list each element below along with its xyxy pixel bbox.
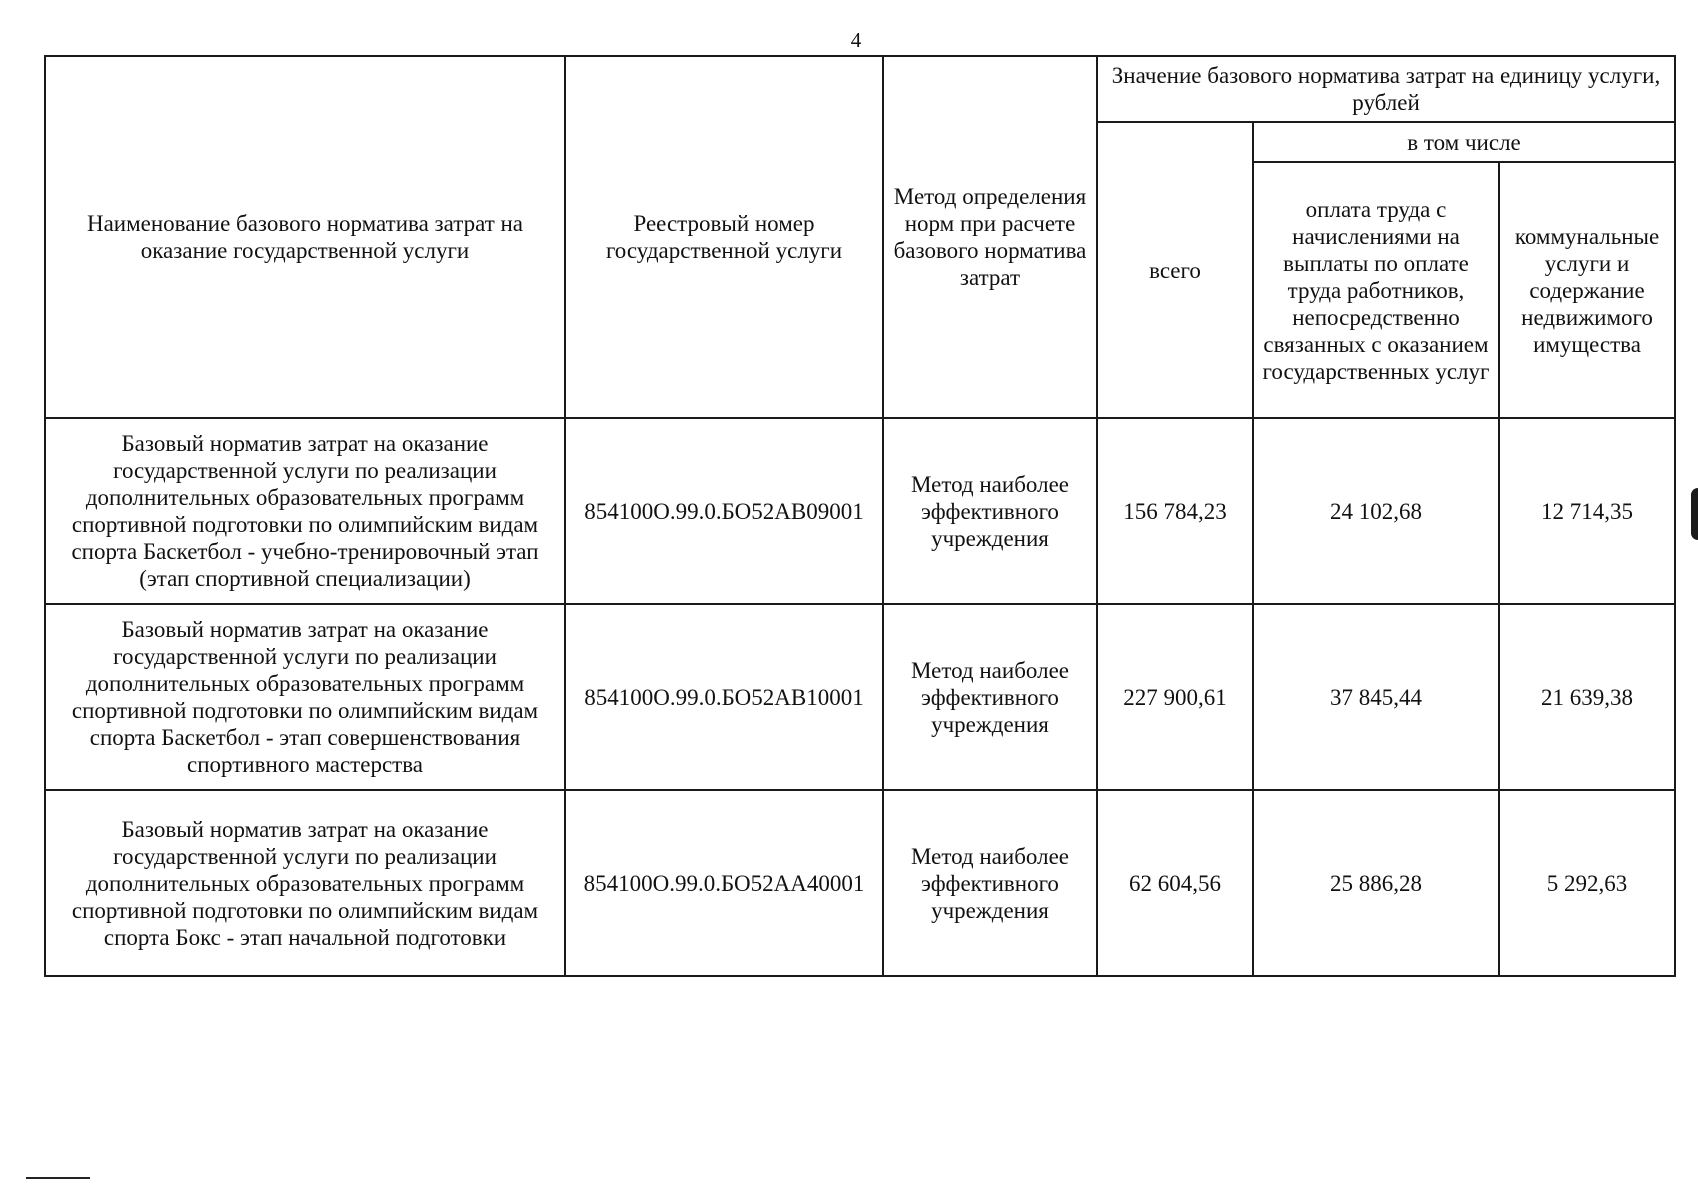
row-name: Базовый норматив затрат на оказание государственной услуги по реализации дополнительных образовательных программ спортивной подготовки по олимпийским видам спорта Баскетбол - этап совершенствования спортивного мастерства [45,604,565,790]
header-registry-number: Реестровый номер государственной услуги [565,56,883,418]
header-labor: оплата труда с начислениями на выплаты по оплате труда работников, непосредственно связанных с оказанием государственных услуг [1253,162,1499,418]
row-method: Метод наиболее эффективного учреждения [883,604,1097,790]
row-labor: 24 102,68 [1253,418,1499,604]
row-registry-number: 854100О.99.0.БО52АВ09001 [565,418,883,604]
row-method: Метод наиболее эффективного учреждения [883,790,1097,976]
row-total: 156 784,23 [1097,418,1253,604]
cost-norms-table [44,55,1676,977]
row-labor: 25 886,28 [1253,790,1499,976]
header-name: Наименование базового норматива затрат на оказание государственной услуги [45,56,565,418]
row-name: Базовый норматив затрат на оказание государственной услуги по реализации дополнительных образовательных программ спортивной подготовки по олимпийским видам спорта Баскетбол - учебно-тренировочный этап (этап спортивной специализации) [45,418,565,604]
header-method: Метод определения норм при расчете базового норматива затрат [883,56,1097,418]
row-utilities: 21 639,38 [1499,604,1675,790]
header-including: в том числе [1253,122,1675,162]
row-registry-number: 854100О.99.0.БО52АА40001 [565,790,883,976]
row-name: Базовый норматив затрат на оказание государственной услуги по реализации дополнительных образовательных программ спортивной подготовки по олимпийским видам спорта Бокс - этап начальной подготовки [45,790,565,976]
table-row [45,604,1675,790]
row-utilities: 12 714,35 [1499,418,1675,604]
row-total: 62 604,56 [1097,790,1253,976]
footnote-separator [26,1177,90,1179]
header-value-group: Значение базового норматива затрат на единицу услуги, рублей [1097,56,1675,122]
table-row [45,418,1675,604]
row-method: Метод наиболее эффективного учреждения [883,418,1097,604]
row-labor: 37 845,44 [1253,604,1499,790]
row-total: 227 900,61 [1097,604,1253,790]
page-number: 4 [850,28,862,52]
row-registry-number: 854100О.99.0.БО52АВ10001 [565,604,883,790]
header-total: всего [1097,122,1253,418]
row-utilities: 5 292,63 [1499,790,1675,976]
header-utilities: коммунальные услуги и содержание недвижимого имущества [1499,162,1675,418]
table-row [45,790,1675,976]
scan-edge-mark [1691,488,1698,540]
